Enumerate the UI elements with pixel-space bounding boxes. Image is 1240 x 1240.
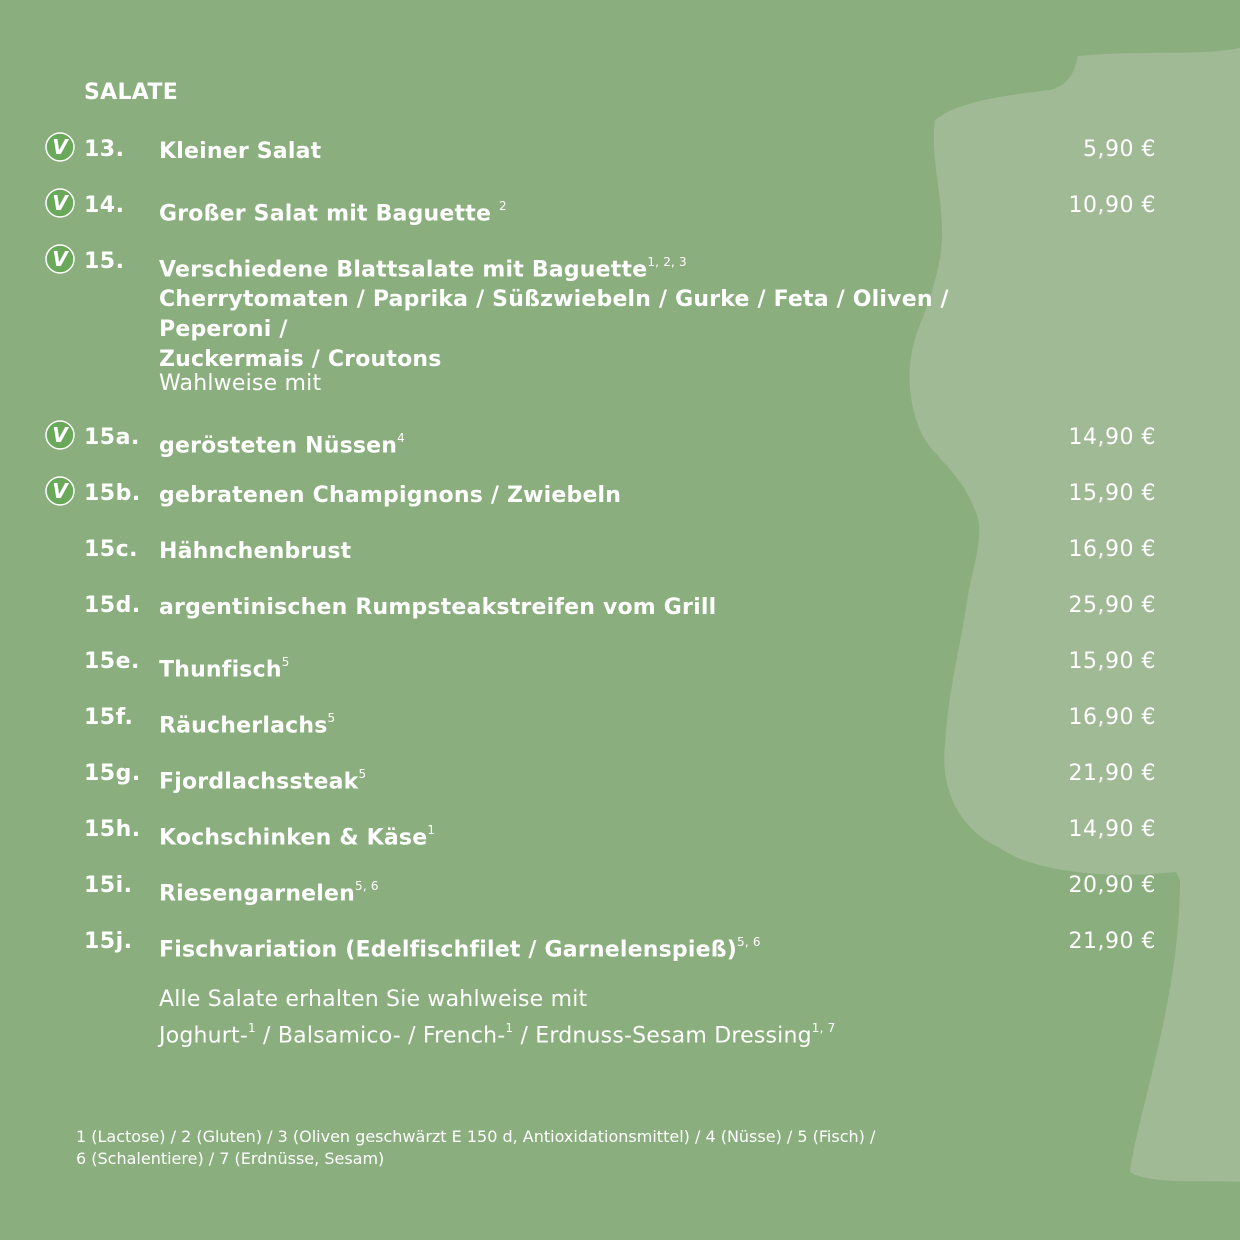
- vegetarian-icon: [45, 476, 75, 506]
- item-price: 21,90 €: [1068, 761, 1156, 786]
- item-price: 10,90 €: [1068, 193, 1156, 218]
- item-price: 21,90 €: [1068, 929, 1156, 954]
- item-name: Großer Salat mit Baguette $^2$: [159, 199, 507, 227]
- item-name: argentinischen Rumpsteakstreifen vom Grill: [159, 595, 717, 620]
- vegetarian-icon: [45, 244, 75, 274]
- allergen-sup: 1: [427, 823, 436, 837]
- item-number: 15e.: [84, 649, 140, 674]
- dressing-note: Alle Salate erhalten Sie wahlweise mit Joghurt-$^1$ / Balsamico- / French-$^1$ / Erdnuss-Sesam Dressing$^{1, 7}$: [159, 987, 836, 1049]
- allergen-sup: 4: [397, 431, 406, 445]
- section-title: SALATE: [84, 80, 179, 105]
- item-name: gerösteten Nüssen$^4$: [159, 431, 406, 459]
- item-number: 15b.: [84, 481, 141, 506]
- allergen-sup: 5: [281, 655, 290, 669]
- item-price: 20,90 €: [1068, 873, 1156, 898]
- item-price: 14,90 €: [1068, 425, 1156, 450]
- svg-text:V: V: [52, 423, 68, 447]
- item-name: Thunfisch$^5$: [159, 655, 290, 683]
- vegetarian-icon: [45, 420, 75, 450]
- item-name: Verschiedene Blattsalate mit Baguette$^{1, 2, 3}$ Cherrytomaten / Paprika / Süßzwiebeln / Gurke / Feta / Oliven / Peperoni / Zuckermais / Croutons: [159, 249, 1039, 375]
- item-number: 15c.: [84, 537, 139, 562]
- allergen-sup: 5, 6: [355, 879, 379, 893]
- item-name: Räucherlachs$^5$: [159, 711, 336, 739]
- item-number: 13.: [84, 137, 125, 162]
- item-number: 15a.: [84, 425, 140, 450]
- item-name: Fischvariation (Edelfischfilet / Garnelenspieß)$^{5, 6}$: [159, 935, 761, 963]
- item-name: Kochschinken & Käse$^1$: [159, 823, 436, 851]
- allergen-sup: 2: [498, 199, 507, 213]
- item-number: 14.: [84, 193, 125, 218]
- svg-text:V: V: [52, 135, 68, 159]
- item-price: 25,90 €: [1068, 593, 1156, 618]
- item-price: 15,90 €: [1068, 481, 1156, 506]
- item-name: Fjordlachssteak$^5$: [159, 767, 367, 795]
- allergen-sup: 5: [327, 711, 336, 725]
- item-name: Kleiner Salat: [159, 139, 322, 164]
- item-price: 15,90 €: [1068, 649, 1156, 674]
- item-price: 16,90 €: [1068, 705, 1156, 730]
- allergen-sup: 5: [358, 767, 367, 781]
- allergen-sup: 1, 2, 3: [647, 255, 687, 269]
- ingredient-line: Cherrytomaten / Paprika / Süßzwiebeln / Gurke / Feta / Oliven / Peperoni /: [159, 287, 949, 343]
- item-price: 14,90 €: [1068, 817, 1156, 842]
- item-price: 5,90 €: [1083, 137, 1156, 162]
- item-number: 15i.: [84, 873, 133, 898]
- ingredient-line: Zuckermais / Croutons: [159, 347, 442, 373]
- item-number: 15.: [84, 249, 125, 274]
- svg-text:V: V: [52, 247, 68, 271]
- item-name: Hähnchenbrust: [159, 539, 352, 564]
- item-number: 15g.: [84, 761, 141, 786]
- item-number: 15j.: [84, 929, 133, 954]
- svg-text:V: V: [52, 191, 68, 215]
- item-price: 16,90 €: [1068, 537, 1156, 562]
- allergen-sup: 5, 6: [736, 935, 761, 949]
- svg-text:V: V: [52, 479, 68, 503]
- item-number: 15f.: [84, 705, 134, 730]
- item-name: gebratenen Champignons / Zwiebeln: [159, 483, 622, 508]
- item-number: 15h.: [84, 817, 141, 842]
- vegetarian-icon: [45, 132, 75, 162]
- choice-note: Wahlweise mit: [159, 371, 322, 396]
- allergen-footnotes: 1 (Lactose) / 2 (Gluten) / 3 (Oliven geschwärzt E 150 d, Antioxidationsmittel) / 4 (Nüsse) / 5 (Fisch) / 6 (Schalentiere) / 7 (Erdnüsse, Sesam): [76, 1127, 876, 1168]
- vegetarian-icon: [45, 188, 75, 218]
- item-name: Riesengarnelen$^{5, 6}$: [159, 879, 379, 907]
- item-number: 15d.: [84, 593, 141, 618]
